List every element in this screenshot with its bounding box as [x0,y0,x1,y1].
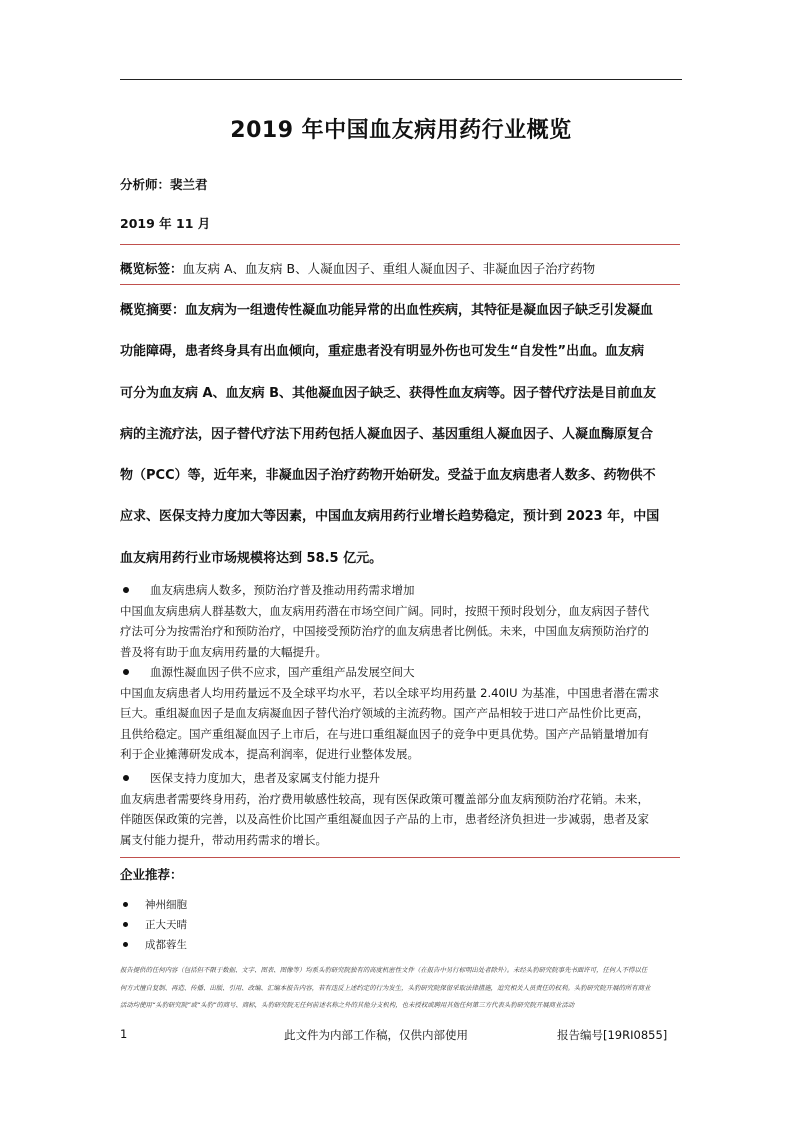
disclaimer-line: 报告提供的任何内容（包括但不限于数据、文字、图表、图像等）均系头豹研究院独有的高度机密性文件（在报告中另行标明出处者除外）。未经头豹研究院事先书面许可，任何人不得以任 [120,966,648,974]
section-line: 伴随医保政策的完善，以及高性价比国产重组凝血因子产品的上市，患者经济负担进一步减弱，患者及家 [120,812,649,826]
divider-red [120,244,680,245]
abstract-line: 功能障碍，患者终身具有出血倾向，重症患者没有明显外伤也可发生“自发性”出血。血友病 [120,344,645,360]
section-heading [120,580,685,601]
bullet-icon [123,669,129,675]
section-line: 属支付能力提升，带动用药需求的增长。 [120,832,327,847]
section-heading-text: 血友病患病人数多，预防治疗普及推动用药需求增加 [150,583,415,597]
bullet-icon [123,775,129,781]
section-line: 血友病患者需要终身用药，治疗费用敏感性较高，现有医保政策可覆盖部分血友病预防治疗花销。未来， [120,791,649,806]
recommendation-item: 正大天晴 [120,914,187,934]
abstract-line: 血友病用药行业市场规模将达到 58.5 亿元。 [120,550,383,566]
section-1 [120,580,685,662]
footer-notice: 此文件为内部工作稿，仅供内部使用 [284,1028,468,1042]
section-line: 中国血友病患病人群基数大，血友病用药潜在市场空间广阔。同时，按照干预时段划分，血友病因子替代 [120,603,649,618]
section-line: 巨大。重组凝血因子是血友病凝血因子替代治疗领域的主流药物。国产产品相较于进口产品性价比更高， [120,706,649,720]
tags-label: 概览标签： [120,261,183,276]
divider-red [120,857,680,858]
analyst-line: 分析师：裴兰君 [120,177,208,192]
abstract-line: 物（PCC）等，近年来，非凝血因子治疗药物开始研发。受益于血友病患者人数多、药物供不 [120,468,656,484]
recommendations-list [120,894,187,954]
recommendation-item: 成都蓉生 [120,934,187,954]
abstract-line: 病的主流疗法，因子替代疗法下用药包括人凝血因子、基因重组人凝血因子、人凝血酶原复合 [120,426,654,442]
tags-value: 血友病 A、血友病 B、人凝血因子、重组人凝血因子、非凝血因子治疗药物 [182,261,596,276]
section-heading [120,662,685,683]
disclaimer-line: 活动均使用“头豹研究院”或“头豹”的商号、商标，头豹研究院无任何前述名称之外的其他分支机构，也未授权或聘用其他任何第三方代表头豹研究院开展商业活动 [120,1001,575,1009]
section-heading-text: 医保支持力度加大，患者及家属支付能力提升 [150,771,380,785]
section-2 [120,662,685,765]
recommendation-item: 神州细胞 [120,894,187,914]
section-heading-text: 血源性凝血因子供不应求，国产重组产品发展空间大 [150,665,415,679]
divider-red [120,284,680,285]
section-line: 中国血友病患者人均用药量远不及全球平均水平，若以全球平均用药量 2.40IU 为基准，中国患者潜在需求 [120,685,660,700]
section-line: 且供给稳定。国产重组凝血因子上市后，在与进口重组凝血因子的竞争中更具优势。国产产品销量增加有 [120,726,649,741]
abstract-line: 应求、医保支持力度加大等因素，中国血友病用药行业增长趋势稳定，预计到 2023 年，中国 [120,509,660,525]
section-line: 利于企业摊薄研发成本，提高利润率，促进行业整体发展。 [120,747,419,761]
section-line: 普及将有助于血友病用药量的大幅提升。 [120,644,327,659]
bullet-icon [123,922,128,927]
bullet-icon [123,587,129,593]
bullet-icon [123,902,128,907]
document-title: 2019 年中国血友病用药行业概览 [230,118,572,143]
recommendations-title: 企业推荐： [120,867,183,882]
section-heading [120,768,685,789]
disclaimer [120,962,685,1015]
report-date: 2019 年 11 月 [120,216,211,231]
report-id: 报告编号[19RI0855] [557,1028,668,1042]
overview-abstract [120,290,685,579]
page-number: 1 [120,1027,128,1041]
header-divider [120,79,682,80]
overview-tags [120,259,595,277]
bullet-icon [123,942,128,947]
section-3 [120,768,685,850]
section-line: 疗法可分为按需治疗和预防治疗，中国接受预防治疗的血友病患者比例低。未来，中国血友病预防治疗的 [120,624,649,638]
abstract-line: 概览摘要：血友病为一组遗传性凝血功能异常的出血性疾病，其特征是凝血因子缺乏引发凝血 [120,303,654,318]
abstract-line: 可分为血友病 A、血友病 B、其他凝血因子缺乏、获得性血友病等。因子替代疗法是目前血友 [120,385,657,401]
disclaimer-line: 何方式擅自复制、再造、传播、出版、引用、改编、汇编本报告内容，若有违反上述约定的行为发生，头豹研究院保留采取法律措施，追究相关人员责任的权利。头豹研究院开展的所有商业 [120,983,651,992]
